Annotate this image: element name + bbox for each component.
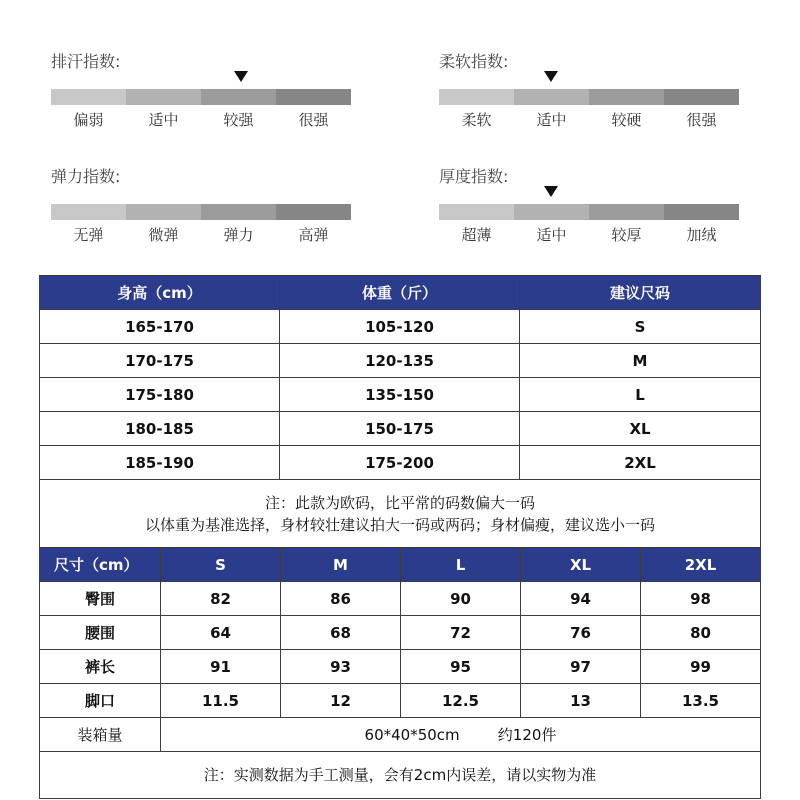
index-title: 弹力指数: bbox=[51, 167, 121, 186]
index-segment bbox=[276, 89, 351, 105]
index-label: 微弹 bbox=[148, 226, 179, 244]
measure-cell: 98 bbox=[641, 582, 761, 616]
measure-cell: 99 bbox=[641, 650, 761, 684]
index-label: 较硬 bbox=[611, 111, 642, 129]
index-label: 偏弱 bbox=[73, 111, 104, 129]
size-cell: L bbox=[520, 378, 761, 412]
weight-cell: 150-175 bbox=[280, 412, 520, 446]
index-label: 加绒 bbox=[686, 226, 717, 244]
index-segment bbox=[201, 204, 276, 220]
index-segment bbox=[664, 89, 739, 105]
table-row bbox=[40, 310, 761, 344]
index-segment bbox=[201, 89, 276, 105]
size-recommendation-table bbox=[39, 275, 761, 548]
size-cell: S bbox=[520, 310, 761, 344]
header-weight: 体重（斤） bbox=[280, 276, 520, 310]
index-bar bbox=[439, 89, 739, 105]
index-segment bbox=[589, 204, 664, 220]
measure-cell: 12 bbox=[281, 684, 401, 718]
table-header-row bbox=[40, 276, 761, 310]
measure-cell: 93 bbox=[281, 650, 401, 684]
measure-cell: 76 bbox=[521, 616, 641, 650]
size-cell: XL bbox=[520, 412, 761, 446]
index-label: 柔软 bbox=[461, 111, 492, 129]
header-size-2xl: 2XL bbox=[641, 548, 761, 582]
index-segment bbox=[51, 89, 126, 105]
index-label: 高弹 bbox=[298, 226, 329, 244]
header-size-l: L bbox=[401, 548, 521, 582]
table-row bbox=[40, 378, 761, 412]
table-row bbox=[40, 684, 761, 718]
measure-cell: 80 bbox=[641, 616, 761, 650]
measure-cell: 64 bbox=[161, 616, 281, 650]
index-labels bbox=[439, 109, 739, 130]
measure-cell: 86 bbox=[281, 582, 401, 616]
index-segment bbox=[514, 204, 589, 220]
header-size: 建议尺码 bbox=[520, 276, 761, 310]
dimension-label: 臀围 bbox=[40, 582, 161, 616]
selected-marker-icon bbox=[544, 71, 558, 82]
measure-cell: 72 bbox=[401, 616, 521, 650]
dimension-label: 腰围 bbox=[40, 616, 161, 650]
selected-marker-icon bbox=[234, 71, 248, 82]
height-cell: 170-175 bbox=[40, 344, 280, 378]
table-row bbox=[40, 344, 761, 378]
measure-cell: 68 bbox=[281, 616, 401, 650]
weight-cell: 135-150 bbox=[280, 378, 520, 412]
packing-label: 装箱量 bbox=[40, 718, 161, 752]
measure-cell: 91 bbox=[161, 650, 281, 684]
dimension-label: 脚口 bbox=[40, 684, 161, 718]
index-bar bbox=[51, 204, 351, 220]
index-segment bbox=[439, 204, 514, 220]
size-cell: 2XL bbox=[520, 446, 761, 480]
index-labels bbox=[439, 224, 739, 245]
index-label: 无弹 bbox=[73, 226, 104, 244]
weight-cell: 175-200 bbox=[280, 446, 520, 480]
index-label: 很强 bbox=[298, 111, 329, 129]
index-title: 柔软指数: bbox=[439, 52, 509, 71]
height-cell: 175-180 bbox=[40, 378, 280, 412]
height-cell: 165-170 bbox=[40, 310, 280, 344]
header-size-s: S bbox=[161, 548, 281, 582]
index-labels bbox=[51, 109, 351, 130]
index-segment bbox=[514, 89, 589, 105]
index-segment bbox=[126, 204, 201, 220]
measure-cell: 95 bbox=[401, 650, 521, 684]
index-label: 超薄 bbox=[461, 226, 492, 244]
measure-cell: 13.5 bbox=[641, 684, 761, 718]
measure-cell: 13 bbox=[521, 684, 641, 718]
footer-note: 注：实测数据为手工测量，会有2cm内误差，请以实物为准 bbox=[40, 752, 761, 799]
index-label: 很强 bbox=[686, 111, 717, 129]
measure-cell: 82 bbox=[161, 582, 281, 616]
table-row bbox=[40, 582, 761, 616]
table-row bbox=[40, 650, 761, 684]
height-cell: 180-185 bbox=[40, 412, 280, 446]
packing-row bbox=[40, 718, 761, 752]
packing-value: 60*40*50cm 约120件 bbox=[161, 718, 761, 752]
index-label: 弹力 bbox=[223, 226, 254, 244]
index-labels bbox=[51, 224, 351, 245]
footer-note-row bbox=[40, 752, 761, 799]
note-line: 注：此款为欧码，比平常的码数偏大一码 bbox=[264, 493, 535, 512]
index-bar bbox=[51, 89, 351, 105]
index-title: 排汗指数: bbox=[51, 52, 121, 71]
weight-cell: 120-135 bbox=[280, 344, 520, 378]
header-size-xl: XL bbox=[521, 548, 641, 582]
index-label: 适中 bbox=[148, 111, 179, 129]
index-label: 较强 bbox=[223, 111, 254, 129]
measure-cell: 90 bbox=[401, 582, 521, 616]
dimension-label: 裤长 bbox=[40, 650, 161, 684]
index-segment bbox=[439, 89, 514, 105]
table-row bbox=[40, 616, 761, 650]
index-segment bbox=[126, 89, 201, 105]
index-label: 较厚 bbox=[611, 226, 642, 244]
weight-cell: 105-120 bbox=[280, 310, 520, 344]
measurement-table bbox=[39, 547, 761, 799]
index-label: 适中 bbox=[536, 111, 567, 129]
note-row bbox=[40, 480, 761, 548]
index-segment bbox=[51, 204, 126, 220]
table-row bbox=[40, 412, 761, 446]
measure-cell: 11.5 bbox=[161, 684, 281, 718]
measure-cell: 97 bbox=[521, 650, 641, 684]
size-note bbox=[40, 480, 761, 548]
index-segment bbox=[589, 89, 664, 105]
header-dimension: 尺寸（cm） bbox=[40, 548, 161, 582]
index-title: 厚度指数: bbox=[439, 167, 509, 186]
table-header-row bbox=[40, 548, 761, 582]
measure-cell: 12.5 bbox=[401, 684, 521, 718]
header-size-m: M bbox=[281, 548, 401, 582]
note-line: 以体重为基准选择，身材较壮建议拍大一码或两码；身材偏瘦，建议选小一码 bbox=[144, 515, 655, 534]
table-row bbox=[40, 446, 761, 480]
index-bar bbox=[439, 204, 739, 220]
selected-marker-icon bbox=[544, 186, 558, 197]
height-cell: 185-190 bbox=[40, 446, 280, 480]
index-label: 适中 bbox=[536, 226, 567, 244]
header-height: 身高（cm） bbox=[40, 276, 280, 310]
index-segment bbox=[664, 204, 739, 220]
index-segment bbox=[276, 204, 351, 220]
measure-cell: 94 bbox=[521, 582, 641, 616]
size-cell: M bbox=[520, 344, 761, 378]
